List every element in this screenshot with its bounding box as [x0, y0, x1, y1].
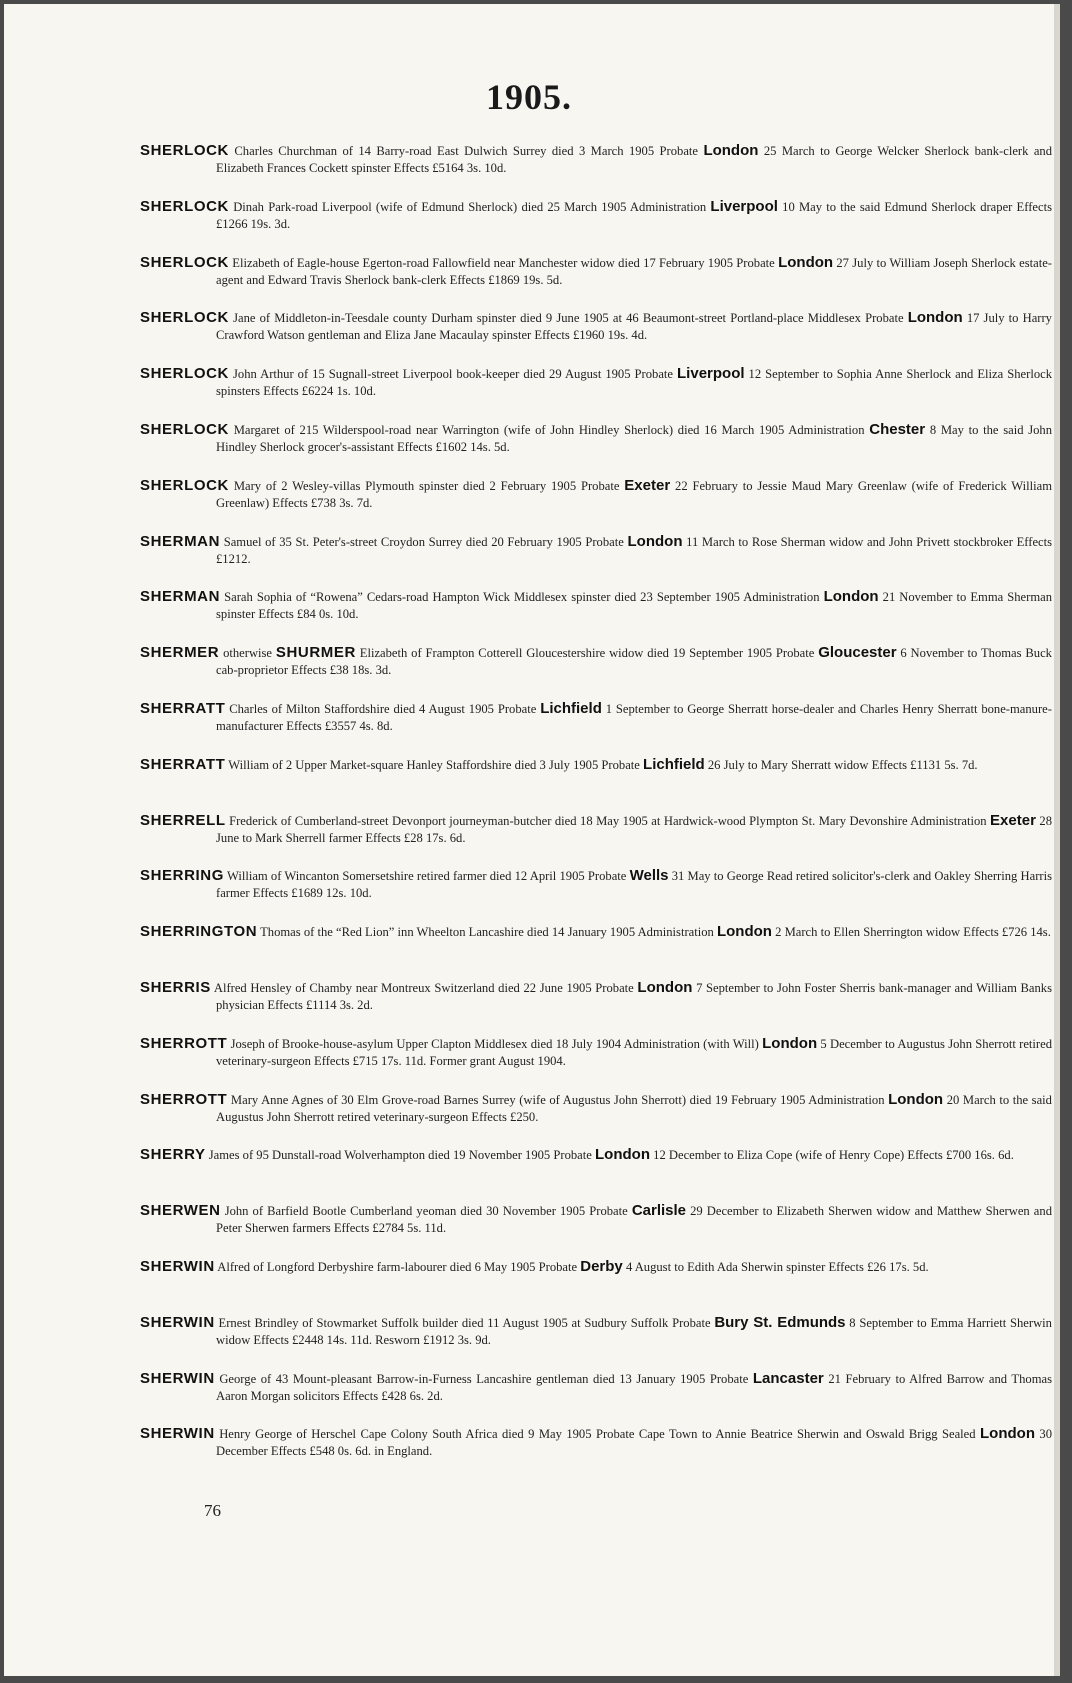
probate-entry	[140, 1202, 1052, 1258]
probate-entry	[140, 1091, 1052, 1147]
entry-surname: SHERMER	[140, 644, 220, 662]
entry-surname: SHERWIN	[140, 1369, 215, 1387]
probate-entry	[140, 254, 1052, 310]
entry-text-after: 11 March to Rose Sherman widow and John Privett stockbroker Effects £1212.	[216, 534, 1053, 566]
page-number: 76	[204, 1501, 221, 1520]
entry-registry-place: Lancaster	[752, 1369, 824, 1387]
probate-entry	[140, 1035, 1052, 1091]
probate-entry	[140, 142, 1052, 198]
probate-entry	[140, 533, 1052, 589]
entry-text-before: Dinah Park-road Liverpool (wife of Edmund Sherlock) died 25 March 1905 Administration	[233, 199, 707, 214]
entry-surname: SHERMAN	[140, 588, 221, 606]
entry-registry-place: London	[907, 309, 963, 327]
entry-alias-surname: SHURMER	[275, 644, 356, 662]
probate-entry	[140, 588, 1052, 644]
entry-text-before: Sarah Sophia of “Rowena” Cedars-road Hampton Wick Middlesex spinster died 23 September 1905 Administration	[224, 590, 820, 605]
entry-text-before: John Arthur of 15 Sugnall-street Liverpool book-keeper died 29 August 1905 Probate	[233, 367, 673, 382]
entry-registry-place: Derby	[580, 1257, 623, 1275]
entry-text-before: Charles of Milton Staffordshire died 4 August 1905 Probate	[229, 701, 537, 716]
entry-surname: SHERRINGTON	[140, 923, 258, 941]
entry-text-before: Mary Anne Agnes of 30 Elm Grove-road Barnes Surrey (wife of Augustus John Sherrott) died 19 February 1905 Administration	[230, 1092, 885, 1107]
entry-text-before: Charles Churchman of 14 Barry-road East Dulwich Surrey died 3 March 1905 Probate	[234, 144, 699, 158]
entry-text-before: Henry George of Herschel Cape Colony South Africa died 9 May 1905 Probate Cape Town to Annie Beatrice Sherwin and Oswald Brigg Sealed	[219, 1427, 976, 1442]
entry-surname: SHERRATT	[140, 699, 226, 717]
entry-text-after: 1 September to George Sherratt horse-dealer and Charles Henry Sherratt bone-manure-manufacturer Effects £3557 4s. 8d.	[216, 701, 1052, 733]
entry-surname: SHERRY	[140, 1146, 206, 1164]
entry-surname: SHERRIS	[140, 978, 211, 996]
probate-entry	[140, 700, 1052, 756]
entry-registry-place: London	[762, 1034, 818, 1052]
probate-entry	[140, 309, 1052, 365]
entry-registry-place: London	[627, 532, 683, 550]
entry-surname: SHERMAN	[140, 532, 221, 550]
entry-registry-place: London	[823, 588, 879, 606]
probate-entry	[140, 365, 1052, 421]
entry-text-after: 4 August to Edith Ada Sherwin spinster Effects £26 17s. 5d.	[625, 1259, 929, 1274]
entry-text-before: Alfred of Longford Derbyshire farm-labourer died 6 May 1905 Probate	[217, 1259, 578, 1274]
entry-text-after: 29 December to Elizabeth Sherwen widow and Matthew Sherwen and Peter Sherwen farmers Effects £2784 5s. 11d.	[216, 1204, 1052, 1236]
probate-entry	[140, 867, 1052, 923]
entry-text-after: 21 February to Alfred Barrow and Thomas Aaron Morgan solicitors Effects £428 6s. 2d.	[216, 1371, 1052, 1403]
entry-text-before: Ernest Brindley of Stowmarket Suffolk builder died 11 August 1905 at Sudbury Suffolk Probate	[218, 1315, 711, 1330]
entry-text-before: Thomas of the “Red Lion” inn Wheelton Lancashire died 14 January 1905 Administration	[260, 925, 714, 940]
entry-list	[140, 142, 1052, 1481]
probate-entry	[140, 198, 1052, 254]
entry-registry-place: Lichfield	[643, 755, 705, 773]
entry-text-after: 21 November to Emma Sherman spinster Effects £84 0s. 10d.	[216, 590, 1053, 622]
entry-text-after: 17 July to Harry Crawford Watson gentleman and Eliza Jane Macaulay spinster Effects £1960 19s. 4d.	[216, 311, 1052, 343]
entry-text-before: George of 43 Mount-pleasant Barrow-in-Furness Lancashire gentleman died 13 January 1905 Probate	[219, 1371, 749, 1386]
entry-text-after: 30 December Effects £548 0s. 6d. in England.	[216, 1427, 1053, 1459]
entry-registry-place: Liverpool	[677, 365, 745, 383]
entry-surname: SHERWIN	[140, 1257, 215, 1275]
probate-entry	[140, 1425, 1052, 1481]
page-year-heading: 1905.	[486, 77, 572, 117]
entry-text-after: 31 May to George Read retired solicitor's-clerk and Oakley Sherring Harris farmer Effects £1689 12s. 10d.	[216, 869, 1053, 901]
entry-text-before: Alfred Hensley of Chamby near Montreux Switzerland died 22 June 1905 Probate	[213, 980, 634, 995]
entry-text-after: 12 December to Eliza Cope (wife of Henry Cope) Effects £700 16s. 6d.	[653, 1148, 1014, 1163]
entry-registry-place: Lichfield	[540, 699, 602, 717]
entry-surname: SHERWEN	[140, 1202, 221, 1220]
probate-entry	[140, 1370, 1052, 1426]
entry-text-after: 12 September to Sophia Anne Sherlock and Eliza Sherlock spinsters Effects £6224 1s. 10d.	[216, 367, 1052, 399]
entry-text-before: James of 95 Dunstall-road Wolverhampton died 19 November 1905 Probate	[208, 1148, 592, 1163]
entry-registry-place: Exeter	[990, 811, 1036, 829]
entry-text-after: 26 July to Mary Sherratt widow Effects £1131 5s. 7d.	[707, 757, 978, 772]
entry-registry-place: London	[716, 923, 772, 941]
entry-text-before: William of Wincanton Somersetshire retired farmer died 12 April 1905 Probate	[226, 869, 627, 884]
entry-text-after: 28 June to Mark Sherrell farmer Effects £28 17s. 6d.	[216, 813, 1052, 845]
probate-entry	[140, 756, 1052, 812]
entry-text-before: Joseph of Brooke-house-asylum Upper Clapton Middlesex died 18 July 1904 Administration (with Will)	[230, 1036, 759, 1051]
entry-text-after: 5 December to Augustus John Sherrott retired veterinary-surgeon Effects £715 17s. 11d. Former grant August 1904.	[216, 1036, 1052, 1068]
entry-registry-place: Liverpool	[710, 197, 778, 215]
entry-surname: SHERLOCK	[140, 365, 229, 383]
entry-text-after: 25 March to George Welcker Sherlock bank-clerk and Elizabeth Frances Cockett spinster Effects £5164 3s. 10d.	[216, 144, 1053, 175]
entry-registry-place: Chester	[869, 420, 926, 438]
entry-surname: SHERRELL	[140, 811, 226, 829]
entry-registry-place: London	[637, 978, 693, 996]
entry-registry-place: London	[888, 1090, 944, 1108]
entry-text-after: 7 September to John Foster Sherris bank-manager and William Banks physician Effects £1114 3s. 2d.	[216, 980, 1053, 1012]
probate-entry	[140, 812, 1052, 868]
entry-registry-place: London	[703, 142, 759, 159]
entry-surname: SHERRING	[140, 867, 224, 885]
entry-surname: SHERLOCK	[140, 476, 229, 494]
entry-text-after: 8 September to Emma Harriett Sherwin widow Effects £2448 14s. 11d. Resworn £1912 3s. 9d.	[216, 1315, 1052, 1347]
probate-entry	[140, 644, 1052, 700]
probate-entry	[140, 1314, 1052, 1370]
entry-text-before: Jane of Middleton-in-Teesdale county Durham spinster died 9 June 1905 at 46 Beaumont-street Portland-place Middlesex Probate	[233, 311, 904, 326]
entry-text-after: 8 May to the said John Hindley Sherlock grocer's-assistant Effects £1602 14s. 5d.	[216, 422, 1053, 454]
entry-text-after: 2 March to Ellen Sherrington widow Effects £726 14s.	[775, 925, 1051, 940]
entry-text-after: 27 July to William Joseph Sherlock estate-agent and Edward Travis Sherlock bank-clerk Effects £1869 19s. 5d.	[216, 255, 1052, 287]
entry-surname: SHERROTT	[140, 1090, 228, 1108]
entry-surname: SHERLOCK	[140, 420, 229, 438]
probate-entry	[140, 1146, 1052, 1202]
entry-registry-place: London	[595, 1146, 650, 1164]
entry-surname: SHERLOCK	[140, 309, 229, 327]
register-page	[4, 4, 1060, 1676]
probate-entry	[140, 979, 1052, 1035]
probate-entry	[140, 1258, 1052, 1314]
entry-registry-place: Exeter	[624, 476, 671, 494]
entry-registry-place: Wells	[629, 867, 669, 885]
probate-entry	[140, 923, 1052, 979]
entry-surname: SHERLOCK	[140, 197, 229, 215]
entry-text-before: Margaret of 215 Wilderspool-road near Warrington (wife of John Hindley Sherlock) died 16 March 1905 Administration	[233, 422, 865, 437]
entry-registry-place: London	[778, 253, 834, 271]
entry-registry-place: London	[980, 1425, 1035, 1443]
probate-entry	[140, 477, 1052, 533]
entry-surname: SHERROTT	[140, 1034, 228, 1052]
entry-surname: SHERRATT	[140, 755, 226, 773]
entry-text-after: 22 February to Jessie Maud Mary Greenlaw (wife of Frederick William Greenlaw) Effects £738 3s. 7d.	[216, 478, 1052, 510]
entry-alias-word: otherwise	[223, 646, 273, 661]
entry-surname: SHERLOCK	[140, 142, 229, 159]
entry-registry-place: Bury St. Edmunds	[714, 1313, 846, 1331]
entry-text-before: Frederick of Cumberland-street Devonport journeyman-butcher died 18 May 1905 at Hardwick-wood Plympton St. Mary Devonshire Administration	[229, 813, 987, 828]
entry-text-after: 10 May to the said Edmund Sherlock draper Effects £1266 19s. 3d.	[216, 199, 1052, 231]
entry-surname: SHERWIN	[140, 1425, 215, 1443]
entry-text-before: John of Barfield Bootle Cumberland yeoman died 30 November 1905 Probate	[224, 1204, 628, 1219]
entry-text-after: 20 March to the said Augustus John Sherrott retired veterinary-surgeon Effects £250.	[216, 1092, 1052, 1124]
entry-registry-place: Gloucester	[818, 644, 897, 662]
entry-text-before: Samuel of 35 St. Peter's-street Croydon Surrey died 20 February 1905 Probate	[223, 534, 624, 549]
entry-surname: SHERWIN	[140, 1313, 215, 1331]
entry-text-before: Elizabeth of Eagle-house Egerton-road Fallowfield near Manchester widow died 17 February 1905 Probate	[232, 255, 775, 270]
entry-registry-place: Carlisle	[631, 1202, 687, 1220]
entry-surname: SHERLOCK	[140, 253, 229, 271]
entry-text-before: William of 2 Upper Market-square Hanley Staffordshire died 3 July 1905 Probate	[228, 757, 640, 772]
probate-entry	[140, 421, 1052, 477]
entry-text-after: 6 November to Thomas Buck cab-proprietor Effects £38 18s. 3d.	[216, 646, 1052, 678]
entry-text-before: Elizabeth of Frampton Cotterell Gloucestershire widow died 19 September 1905 Probate	[359, 646, 815, 661]
entry-text-before: Mary of 2 Wesley-villas Plymouth spinster died 2 February 1905 Probate	[233, 478, 620, 493]
